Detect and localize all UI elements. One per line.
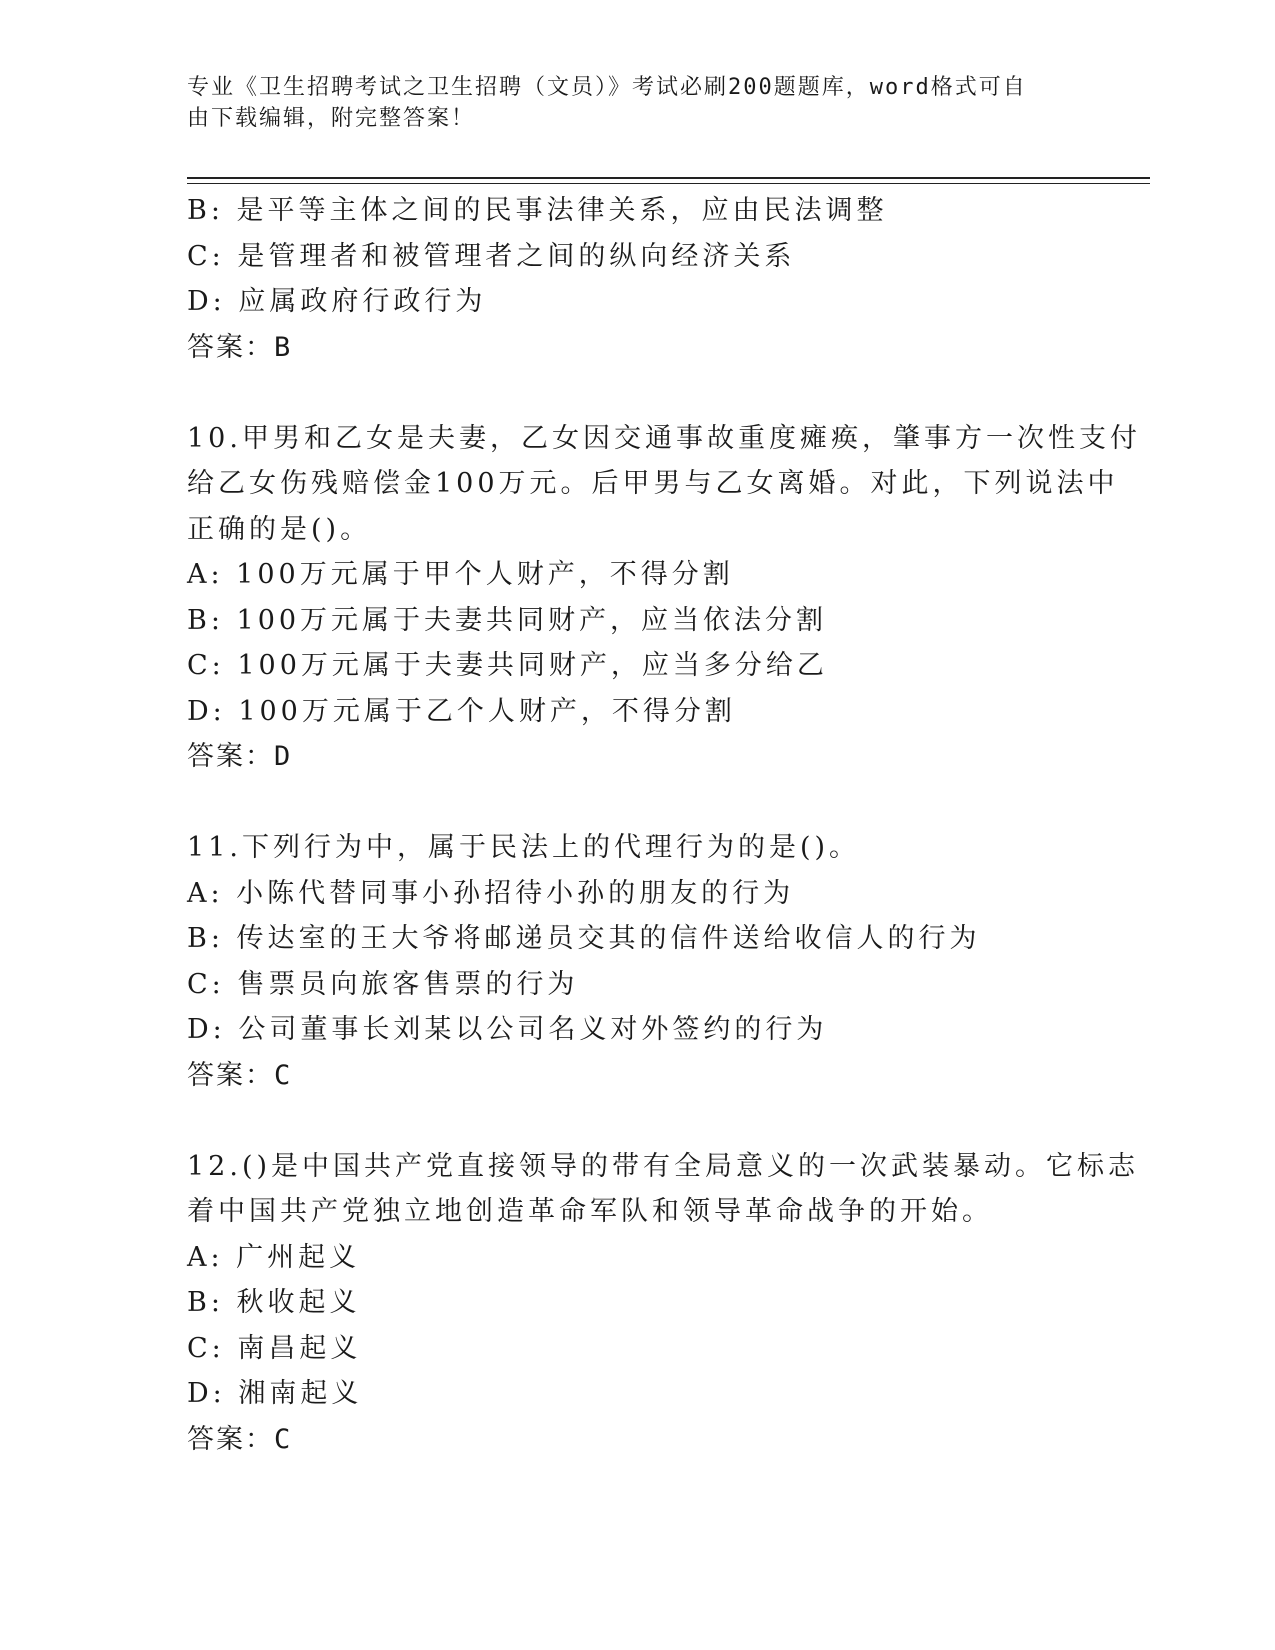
question-block-11 — [187, 825, 1087, 1098]
option-line: A: 小陈代替同事小孙招待小孙的朋友的行为 — [187, 877, 795, 909]
option-line: D: 湘南起义 — [187, 1378, 363, 1409]
question-stem-line: 给乙女伤残赔偿金100万元。后甲男与乙女离婚。对此，下列说法中 — [187, 468, 1119, 499]
header-line-2: 由下载编辑，附完整答案！ — [187, 106, 476, 131]
option-line: A: 广州起义 — [187, 1241, 361, 1273]
question-stem-line: 12.()是中国共产党直接领导的带有全局意义的一次武装暴动。它标志 — [187, 1150, 1140, 1182]
answer-line — [187, 325, 1087, 371]
document-header — [187, 72, 1067, 134]
answer-value: C — [274, 1423, 293, 1455]
option-line: B: 传达室的王大爷将邮递员交其的信件送给收信人的行为 — [187, 923, 981, 954]
option-line: D: 公司董事长刘某以公司名义对外签约的行为 — [187, 1014, 828, 1045]
answer-label: 答案： — [187, 331, 274, 363]
answer-label: 答案： — [187, 1059, 274, 1091]
option-line: C: 100万元属于夫妻共同财产，应当多分给乙 — [187, 650, 828, 681]
answer-label: 答案： — [187, 1423, 274, 1455]
question-block-12 — [187, 1144, 1140, 1463]
option-line: D: 应属政府行政行为 — [187, 286, 487, 317]
header-divider-bottom — [187, 183, 1150, 184]
header-line-1: 专业《卫生招聘考试之卫生招聘（文员）》考试必刷200题题库，word格式可自 — [187, 75, 1027, 100]
option-line: B: 100万元属于夫妻共同财产，应当依法分割 — [187, 604, 828, 636]
answer-line — [187, 1417, 1087, 1463]
option-line: C: 是管理者和被管理者之间的纵向经济关系 — [187, 240, 796, 272]
answer-line — [187, 734, 1087, 780]
option-line: A: 100万元属于甲个人财产，不得分割 — [187, 559, 734, 590]
option-line: B: 秋收起义 — [187, 1287, 361, 1318]
option-line: D: 100万元属于乙个人财产，不得分割 — [187, 695, 736, 727]
question-stem-line: 正确的是()。 — [187, 513, 372, 545]
answer-label: 答案： — [187, 741, 274, 772]
option-line: C: 南昌起义 — [187, 1332, 362, 1364]
question-stem-line: 11.下列行为中，属于民法上的代理行为的是()。 — [187, 832, 861, 863]
question-block-10 — [187, 416, 1141, 780]
answer-line — [187, 1053, 1087, 1099]
header-divider-top — [187, 177, 1150, 179]
answer-value: B — [274, 331, 293, 363]
prev-question-block — [187, 188, 1087, 370]
question-stem-line: 着中国共产党独立地创造革命军队和领导革命战争的开始。 — [187, 1196, 993, 1227]
answer-value: C — [274, 1059, 293, 1091]
option-line: C: 售票员向旅客售票的行为 — [187, 968, 579, 1000]
question-content — [187, 188, 1141, 1462]
question-stem-line: 10.甲男和乙女是夫妻，乙女因交通事故重度瘫痪，肇事方一次性支付 — [187, 422, 1141, 454]
answer-value: D — [274, 741, 293, 772]
option-line: B: 是平等主体之间的民事法律关系，应由民法调整 — [187, 195, 888, 226]
